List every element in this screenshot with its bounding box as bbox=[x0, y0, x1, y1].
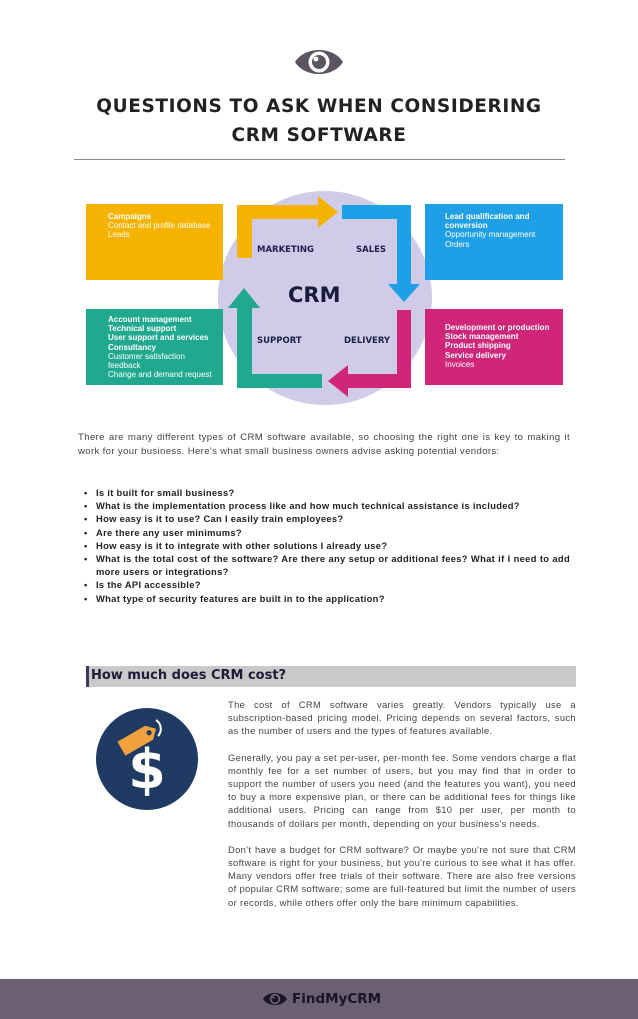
quadrant-label-marketing: MARKETING bbox=[257, 245, 315, 255]
marketing-item: Contact and profile database bbox=[108, 221, 211, 231]
crm-center-label: CRM bbox=[288, 283, 341, 307]
delivery-item: Development or production bbox=[445, 323, 550, 332]
sales-item: conversion bbox=[445, 221, 488, 231]
crm-cycle-diagram bbox=[80, 188, 570, 408]
list-item: • What type of security features are built in to the application? bbox=[84, 592, 570, 605]
support-item: Customer satisfaction bbox=[108, 351, 185, 361]
cost-paragraph: The cost of CRM software varies greatly. Vendors typically use a subscription-based pricing model. Pricing depends on several factors, such as the number of users and the types of features available. bbox=[228, 699, 576, 737]
footer-brand[interactable] bbox=[262, 988, 381, 1010]
support-item: Change and demand request bbox=[108, 370, 212, 380]
support-item: Account management bbox=[108, 315, 192, 324]
svg-text:$: $ bbox=[128, 738, 166, 801]
cost-section-title: How much does CRM cost? bbox=[91, 668, 287, 683]
eye-icon bbox=[262, 990, 288, 1008]
sales-item: Lead qualification and bbox=[445, 212, 530, 221]
delivery-item: Product shipping bbox=[445, 341, 511, 351]
sales-box bbox=[425, 204, 563, 280]
list-item: • Is it built for small business? bbox=[84, 486, 570, 499]
marketing-box bbox=[86, 204, 223, 280]
cost-paragraph: Generally, you pay a set per-user, per-month fee. Some vendors charge a flat monthly fee for a set number of users, but you may find that in order to support the number of users you need (and the features you want), you need to buy a more expensive plan, or there can be additional fees for things like additional users. Pricing can range from $10 per user, per month to thousands of dollars per month, depending on your business's needs. bbox=[228, 751, 576, 829]
intro-paragraph: There are many different types of CRM software available, so choosing the right one is key to making it work for your business. Here's what small business owners advise asking potential vendors: bbox=[78, 432, 570, 457]
question-list bbox=[84, 486, 570, 605]
quadrant-label-support: SUPPORT bbox=[257, 336, 302, 346]
list-item: • Are there any user minimums? bbox=[84, 526, 570, 539]
list-item: • What is the total cost of the software? Are there any setup or additional fees? What if I need to add more users or integrations? bbox=[84, 552, 570, 578]
marketing-item: Campaigns bbox=[108, 212, 152, 221]
cost-paragraph: Don't have a budget for CRM software? Or maybe you're not sure that CRM software is right for your business, but you're curious to see what it has offer. Many vendors offer free trials of their software. There are also free versions of popular CRM software; some are full-featured but limit the number of users or records, while others offer only the bare minimum capabilities. bbox=[228, 843, 576, 908]
title-line-1: QUESTIONS TO ASK WHEN CONSIDERING bbox=[96, 96, 542, 117]
title-line-2: CRM SOFTWARE bbox=[231, 125, 407, 146]
footer-brand-name: FindMyCRM bbox=[292, 991, 382, 1007]
delivery-item: Invoices bbox=[445, 359, 475, 369]
cost-section-body bbox=[228, 698, 576, 922]
dollar-tag-icon bbox=[92, 702, 202, 812]
delivery-item: Service delivery bbox=[445, 350, 506, 360]
eye-icon bbox=[293, 44, 345, 80]
delivery-item: Stock management bbox=[445, 332, 519, 342]
footer-bar bbox=[0, 979, 638, 1019]
title-divider bbox=[74, 159, 565, 160]
page-title bbox=[60, 92, 578, 150]
support-box bbox=[86, 309, 223, 385]
support-item: feedback bbox=[108, 361, 141, 371]
support-item: Consultancy bbox=[108, 342, 157, 352]
list-item: • Is the API accessible? bbox=[84, 578, 570, 591]
quadrant-label-sales: SALES bbox=[356, 245, 387, 255]
cost-section-heading bbox=[86, 666, 576, 687]
list-item: • How easy is it to use? Can I easily train employees? bbox=[84, 512, 570, 525]
list-item: • How easy is it to integrate with other solutions I already use? bbox=[84, 539, 570, 552]
support-item: Technical support bbox=[108, 324, 177, 334]
delivery-box bbox=[425, 309, 563, 385]
support-item: User support and services bbox=[108, 333, 209, 343]
marketing-item: Leads bbox=[108, 230, 130, 240]
sales-item: Opportunity management bbox=[445, 230, 536, 240]
sales-item: Orders bbox=[445, 239, 470, 249]
quadrant-label-delivery: DELIVERY bbox=[344, 336, 391, 346]
list-item: • What is the implementation process like and how much technical assistance is included? bbox=[84, 499, 570, 512]
